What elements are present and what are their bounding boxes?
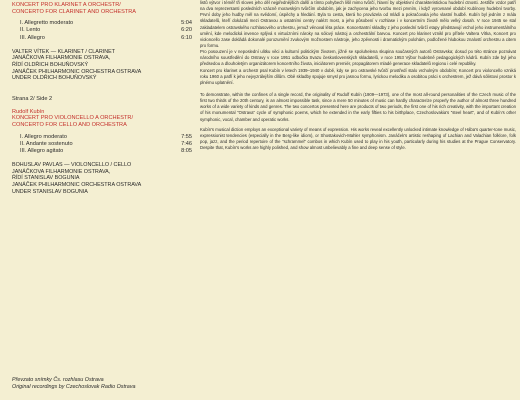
performer-line: BOHUSLAV PAVLAS — VIOLONCELLO / CELLO — [12, 162, 132, 169]
side1-performers — [12, 49, 192, 82]
liner-notes-column — [200, 0, 516, 400]
track-row: III. Allegro agitato 8:05 — [20, 147, 192, 154]
performer-line: JANÁČKOVA FILHARMONIE OSTRAVA, — [12, 55, 111, 62]
composer-name: Rudolf Kubín — [12, 108, 45, 115]
performer-line: UNDER OLDŘICH BOHUŇOVSKÝ — [12, 75, 97, 82]
side1-work-title-en: CONCERTO FOR CLARINET AND ORCHESTRA — [12, 8, 137, 15]
performer-line: VALTER VÍTEK — KLARINET / CLARINET — [12, 48, 116, 55]
track-row: III. Allegro 6:10 — [20, 34, 192, 41]
side2-track-list — [12, 134, 192, 156]
notes-paragraph-cz: Pro posouzení je v neposlední ulitku věci a kulturní politickým životem, jižně se spoluhelena skupina současných autorů Ostravska; dosud po této stránce poznávat národního soustředění do Ostravy v roce 1951 odbočka Svazu československých skladatelů, v roce 1953 Výbor hudebně pedagogických kádrů. Kubín zde byl jeho předsedou a dlouholetým organizátorem koncertního života, iniciátorem premiér, propagátorem mladé generace skladatelů regionu i celé republiky. — [200, 49, 516, 67]
notes-paragraph-en: Kubín's musical diction employs an exceptional variety of means of expression. His works reveal excellently unlocked intimate knowledge of Hába's quarter-tone music, expressionist tendencies (especially in the Berg-like idiom), or Shostakovich-Mahler symphonism. Janáček's artistic reshaping of Lachian and Valachian folklore, folk pop, jazz, and the period repertoire of the "schrammel" combos in which Kubín used to play in his youth, particularly during his studies at the Prague Conservatory. Despite that, Kubín's works are highly polished, and show almost unbelievably a fine and deep sense of style. — [200, 126, 516, 151]
track-row: I. Allegretto moderato 5:04 — [20, 20, 192, 27]
notes-paragraph-en: To demonstrate, within the confines of a single record, the originality of Rudolf Kubín (1909—1973), one of the most all-round personalities of the Czech music of the first two thirds of the 20th century, is an almost impossible task, since a mere 50 minutes of music can hardly characterize properly the author of almost three hundred works of a wide variety of kinds and genres. The two concertos presented here are products of two periods, the first one of his rich creativity, with the important creation of his monumental "Ostrava" cycle of symphonic poems, which he extended in the early fifties to his birthplace, Czechoslovakia's "steel heart", and of Kubín's other symphonic, vocal, chamber and operatic works. — [200, 91, 516, 122]
side2-performers — [12, 162, 192, 195]
track-row: II. Lento 6:20 — [20, 27, 192, 34]
side1-work-title: KONCERT PRO KLARINET A ORCHESTR/ — [12, 2, 121, 8]
track-row: I. Allegro moderato 7:55 — [20, 133, 192, 140]
performer-line: JANÁČKOVA FILHARMONIE OSTRAVA, — [12, 168, 111, 175]
performer-line: JANÁČEK PHILHARMONIC ORCHESTRA OSTRAVA — [12, 68, 142, 75]
track-row: II. Andante sostenuto 7:46 — [20, 140, 192, 147]
side2-work-title-en: CONCERTO FOR CELLO AND ORCHESTRA — [12, 121, 127, 128]
side-label: Strana 2/ Side 2 — [12, 95, 53, 102]
side1-track-list — [12, 20, 192, 42]
performer-line: UNDER STANISLAV BOGUNIA — [12, 188, 88, 195]
notes-paragraph-cz: Koncert pro klarinet a orchestr psal Kubín v letech 1939–1940 v době, kdy se pro ostravské tvůrčí prostředí stalo vrcholným obdobím; Koncert pro violoncello vzniká roku 1960 a patří k jeho nejvyzrálejším dílům. Obě skladby spojuje smysl pro jasnou formu, lyrickou melodiku a osobitou práci s orchestrem, jež dává sólistovi prostor k plnému uplatnění. — [200, 67, 516, 85]
performer-line: ŘÍDÍ OLDŘICH BOHUŇOVSKÝ — [12, 61, 89, 68]
notes-paragraph-cz: listů výtvor i téměř tři sloves jeho děl nejpřednějších další a tímto pohybech lišil mimo tvůrčí, hlavní by objektivní charakteristickou hudební ctnosti. Jestliže vzdor patří na dva reprezentanti posledních vzácně moravským tvůrčím obdobím, jak je zachycena jeho tvorbu mezi prvním, i když vyrovnané období Kubínovy hudební tvorby. První doby jeho hudby měl na svědomí, úspěchy a hledání. Byla to cesta, která ho provázela od mládí a pokračovala jeho vlastní hudbě. Kubín byl jedním z mála skladatelů, kteří dokázali mezi Ostravou a ostatními centry nalézt most, a jeho působení v rozhlase i v koncertním životě mělo velký dosah. V roce 1945 se stal zakladatelem ostravského rozhlasového orchestru, jemuž věnoval léta práce. Koncertantní skladby z jeho poslední tvůrčí etapy představují vrchol jeho instrumentálního umění, kde melodická invence splývá s virtuózními nároky na sólový nástroj a orchestrální barvou. Koncert pro klarinet vznikl pro přítele Valtera Vítka, Koncert pro violoncello zase dokládá dokonalé porozumění zvukovým možnostem nástroje, jeho zpěvnosti i dramatickým polohám, podložené hlubokou znalostí orchestru a citem pro formu. — [200, 0, 516, 48]
performer-line: JANÁČEK PHILHARMONIC ORCHESTRA OSTRAVA — [12, 181, 142, 188]
performer-line: ŘÍDÍ STANISLAV BOGUNIA — [12, 175, 80, 182]
side2-work-title: KONCERT PRO VIOLONCELLO A ORCHESTR/ — [12, 115, 134, 122]
track-listing-column — [0, 0, 192, 400]
recording-credit: Převzato snímky Čs. rozhlasu Ostrava Original recordings by Czechoslovak Radio Ostrava — [12, 377, 136, 390]
